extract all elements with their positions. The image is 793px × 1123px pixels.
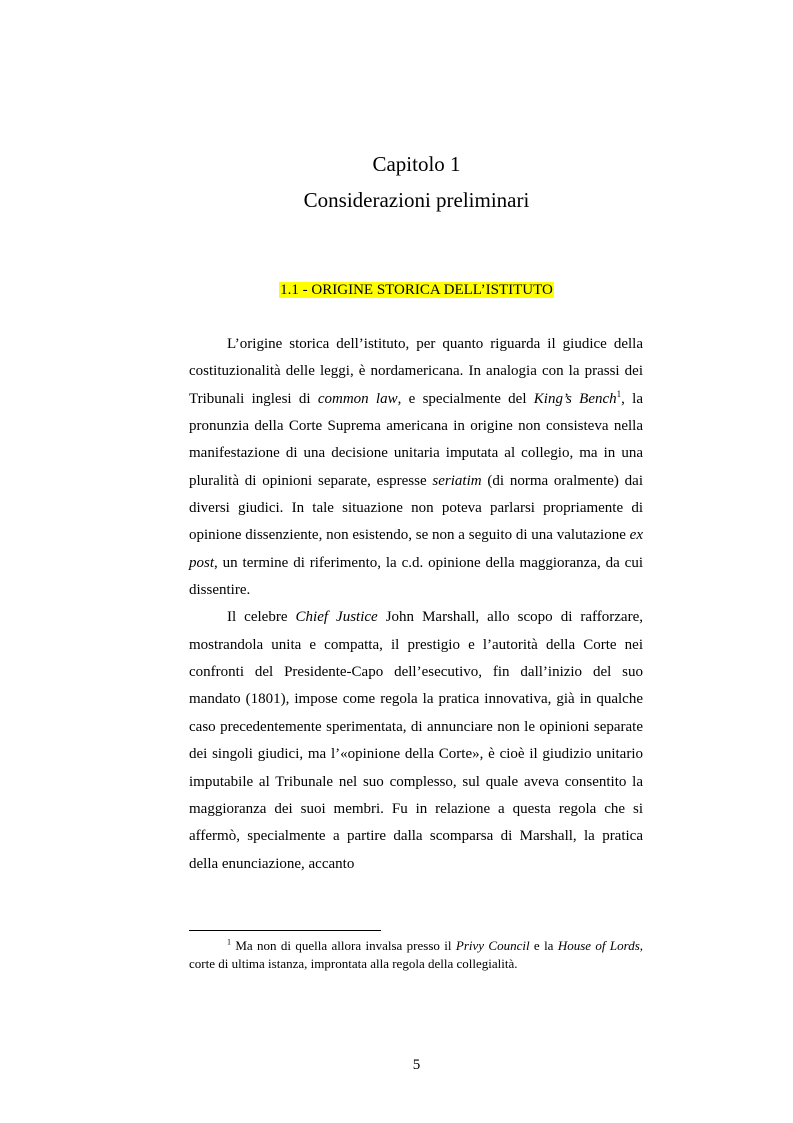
chapter-label: Capitolo 1 [372,152,461,176]
footnote-text-1: Ma non di quella allora invalsa presso il [231,938,456,953]
paragraph-2 [189,604,643,877]
p1-italic-kings-bench: King’s Bench [533,390,617,407]
footnote-1 [189,937,643,973]
footnote-italic-house-of-lords: House of Lords [557,938,640,953]
p1-text-4: (di norma oralmente) dai diversi giudici. In tale situazione non poteva parlarsi propriamente di opinione dissenziente, non esistendo, se non a seguito di una valutazione [189,472,643,544]
footnote-text [189,937,643,973]
p2-italic-chief-justice: Chief Justice [295,609,378,626]
body-text [189,331,643,878]
p2-text-2: John Marshall, allo scopo di rafforzare, mostrandola unita e compatta, il prestigio e l’autorità della Corte nei confronti del Presidente-Capo dell’esecutivo, fin dall’inizio del suo mandato (1801), impose come regola la pratica innovativa, già in qualche caso precedentemente sperimentata, di annunciare non le opinioni separate dei singoli giudici, ma l’«opinione della Corte», è cioè il giudizio unitario imputabile al Tribunale nel suo complesso, sul quale aveva consentito la maggioranza dei suoi membri. Fu in relazione a questa regola che si affermò, specialmente a partire dalla scomparsa di Marshall, la pratica della enunciazione, accanto [189,609,643,872]
footnote-italic-privy-council: Privy Council [455,938,530,953]
p1-text-1: L’origine storica dell’istituto, per quanto riguarda il giudice della costituzionalità delle leggi, è nordamericana. In analogia con la prassi dei Tribunali inglesi di [189,336,643,407]
chapter-title: Considerazioni preliminari [303,188,530,212]
footnote-ref-1[interactable]: 1 [616,388,622,399]
p1-italic-ex-post: ex post [189,527,643,571]
p2-text-1: Il celebre [227,609,296,626]
footnote-separator [189,930,381,931]
p1-text-5: , un termine di riferimento, la c.d. opinione della maggioranza, da cui dissentire. [189,554,643,599]
footnote-text-3: , corte di ultima istanza, improntata alla regola della collegialità. [189,938,644,971]
section-heading [0,280,793,300]
section-heading-highlight: 1.1 - ORIGINE STORICA DELL’ISTITUTO [280,282,553,298]
page-number: 5 [412,1057,421,1073]
footnote-text-2: e la [529,938,558,953]
p1-text-2: , e specialmente del [397,390,534,407]
paragraph-1 [189,331,643,604]
footnote-mark: 1 [227,937,231,947]
p1-italic-common-law: common law [317,390,398,407]
p1-text-3: , la pronunzia della Corte Suprema americana in origine non consisteva nella manifestazione di una decisione unitaria imputata al collegio, ma in una pluralità di opinioni separate, espresse [189,390,644,489]
p1-italic-seriatim: seriatim [432,472,482,489]
